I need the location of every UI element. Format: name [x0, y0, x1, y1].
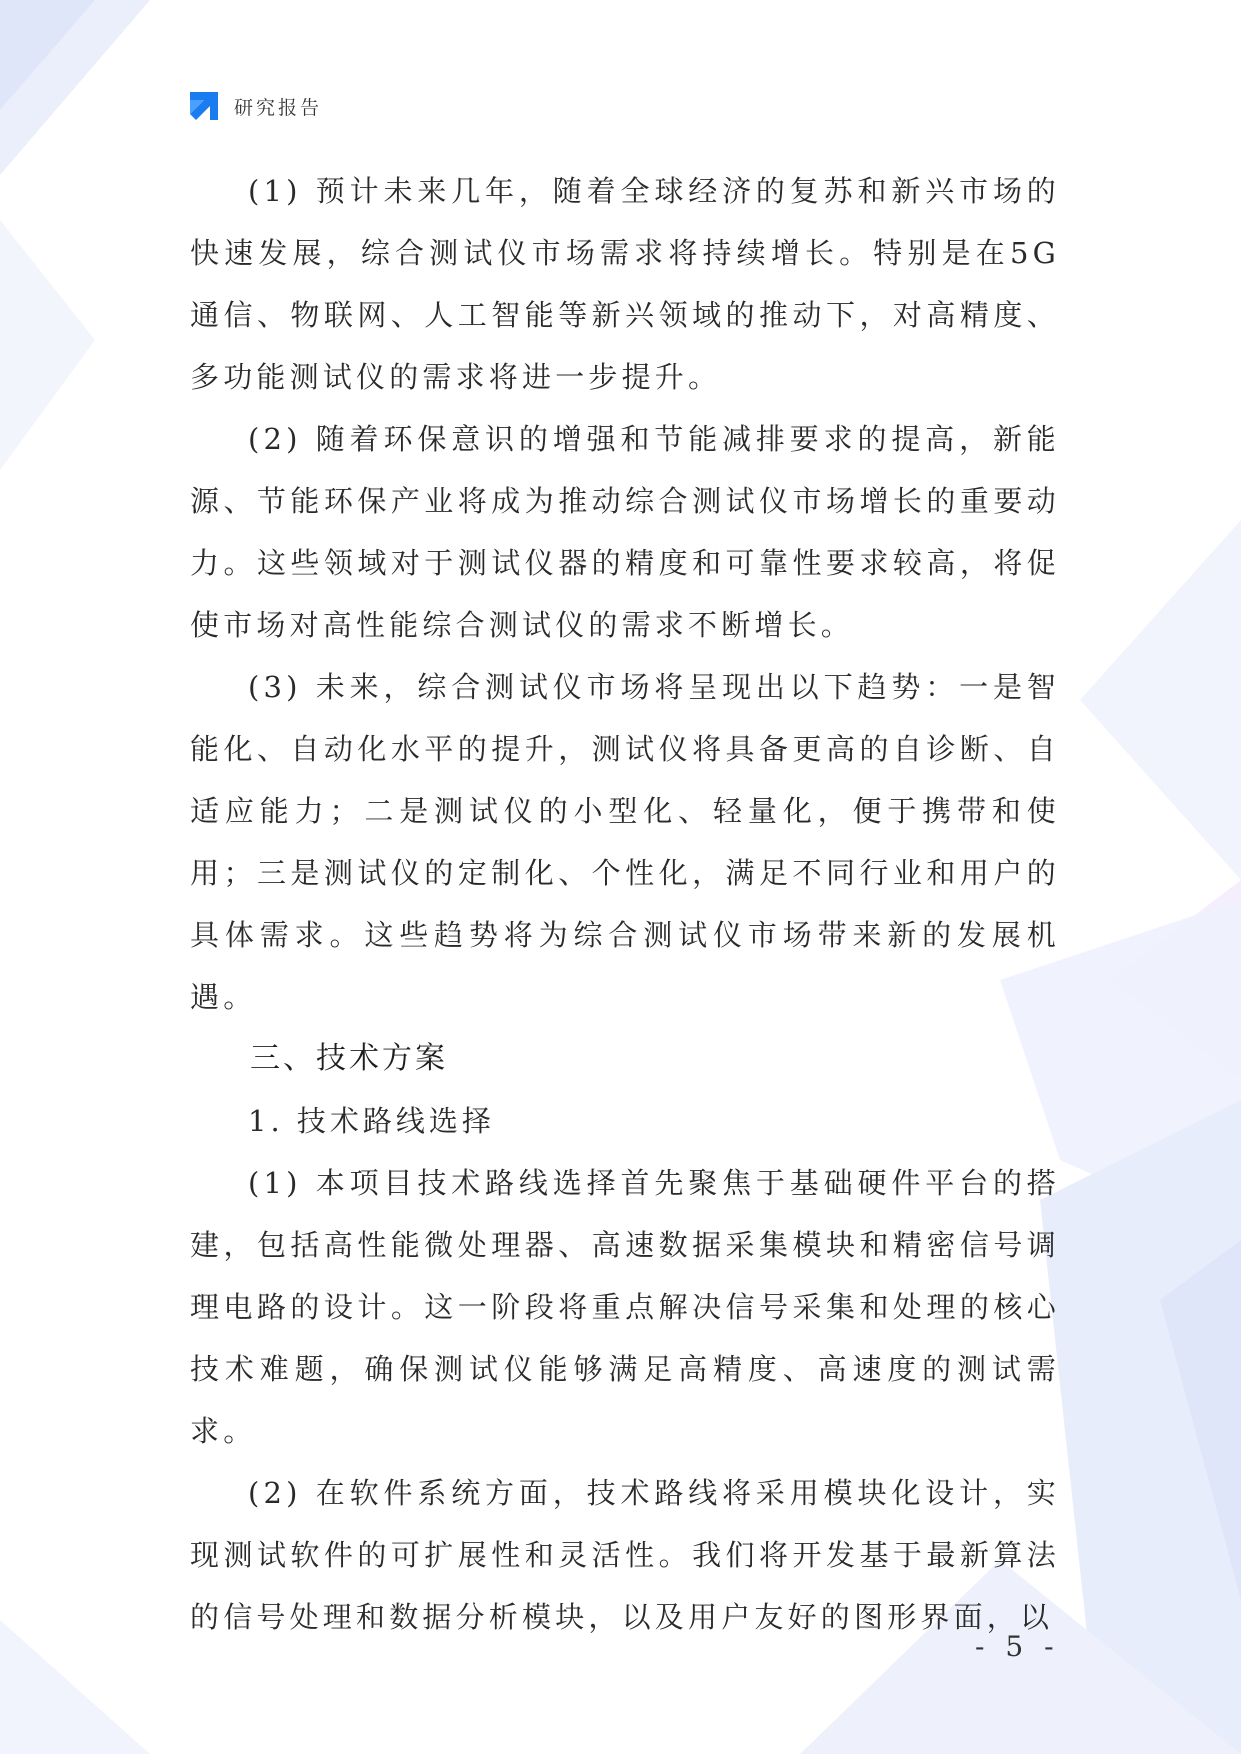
page-number: - 5 - [975, 1630, 1060, 1663]
subsection-heading: 1. 技术路线选择 [248, 1104, 495, 1138]
paragraph-4: (1) 本项目技术路线选择首先聚焦于基础硬件平台的搭建，包括高性能微处理器、高速数据采集模块和精密信号调理电路的设计。这一阶段将重点解决信号采集和处理的核心技术难题，确保测试仪能够满足高精度、高速度的测试需求。 [190, 1166, 1060, 1448]
header-label: 研究报告 [234, 96, 323, 119]
paragraph-2: (2) 随着环保意识的增强和节能减排要求的提高，新能源、节能环保产业将成为推动综合测试仪市场增长的重要动力。这些领域对于测试仪器的精度和可靠性要求较高，将促使市场对高性能综合测试仪的需求不断增长。 [190, 422, 1060, 642]
paragraph-1: (1) 预计未来几年，随着全球经济的复苏和新兴市场的快速发展，综合测试仪市场需求将持续增长。特别是在5G通信、物联网、人工智能等新兴领域的推动下，对高精度、多功能测试仪的需求将进一步提升。 [190, 174, 1060, 394]
paragraph-3: (3) 未来，综合测试仪市场将呈现出以下趋势：一是智能化、自动化水平的提升，测试仪将具备更高的自诊断、自适应能力；二是测试仪的小型化、轻量化，便于携带和使用；三是测试仪的定制化、个性化，满足不同行业和用户的具体需求。这些趋势将为综合测试仪市场带来新的发展机遇。 [190, 670, 1060, 1014]
section-heading: 三、技术方案 [250, 1041, 448, 1076]
document-body [190, 160, 1060, 1648]
diagonal-arrow-icon [186, 88, 222, 124]
report-header [186, 88, 322, 124]
paragraph-5: (2) 在软件系统方面，技术路线将采用模块化设计，实现测试软件的可扩展性和灵活性。我们将开发基于最新算法的信号处理和数据分析模块，以及用户友好的图形界面，以 [190, 1476, 1060, 1634]
